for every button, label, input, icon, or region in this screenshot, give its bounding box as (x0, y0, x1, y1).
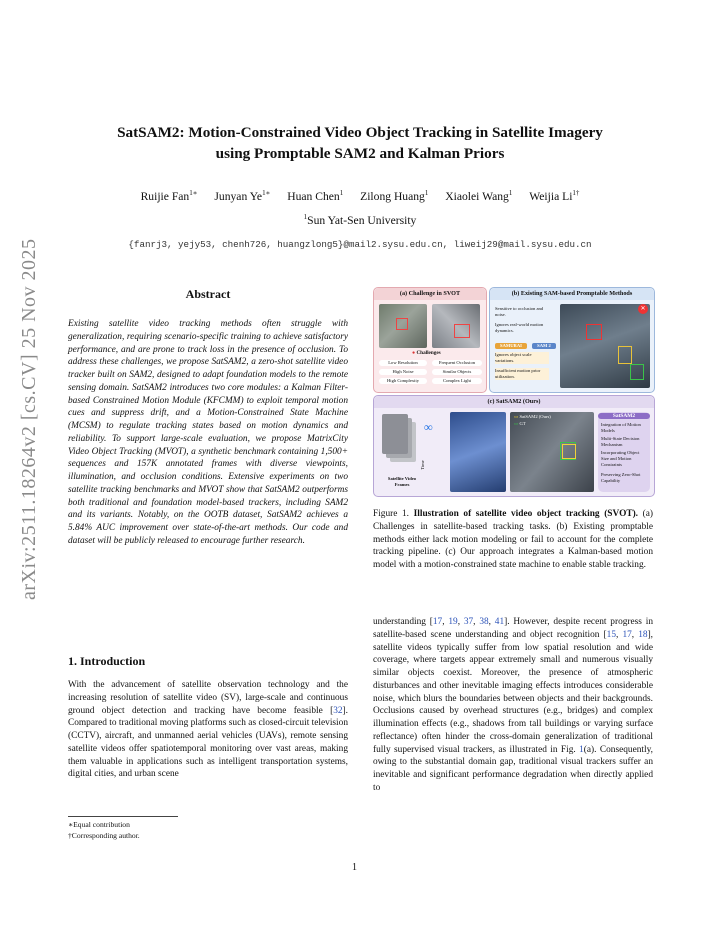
author: Huan Chen$^1$ (287, 189, 344, 203)
title-line-1: SatSAM2: Motion-Constrained Video Object Tracking in Satellite Imagery (117, 124, 603, 141)
challenge-item: Complex Light (432, 378, 482, 384)
satsam2-feature-sidebar (598, 412, 650, 492)
method-issue: Ignores real-world motion dynamics. (495, 322, 544, 333)
panel-b-existing-methods (489, 287, 655, 393)
author: Junyan $Ye^{1∗}$ (214, 189, 271, 203)
author-list (60, 190, 660, 203)
challenge-item: Similar Objects (432, 369, 482, 375)
panel-c-satsam2 (373, 395, 655, 497)
video-frame-stack (382, 414, 408, 454)
method-issue: Ignores object scale variations. (495, 352, 549, 364)
occlusion-box (396, 318, 408, 330)
panel-b-title: (b) Existing SAM-based Promptable Methods (490, 288, 654, 300)
sidebar-title: SatSAM2 (598, 413, 650, 419)
citation-link[interactable]: 41 (494, 617, 505, 627)
title-line-2: using Promptable SAM2 and Kalman Priors (215, 145, 505, 162)
time-axis-label: Time (419, 460, 425, 470)
arxiv-identifier: arXiv:2511.18264v2 [cs.CV] 25 Nov 2025 (18, 238, 40, 600)
figure-caption: Figure 1. Illustration of satellite video object tracking (SVOT). (a) Challenges in satellite-based tracking tasks. (b) Existing promptable methods either lack motion modeling or fail to account for the complete tracking pipeline. (c) Our approach integrates a Kalman-based motion model with a motion-constrained state machine to enable stable tracking. (373, 509, 653, 570)
challenges-label: ● Challenges (412, 350, 441, 356)
author: Weijia $Li^{1\dagger}$ (529, 189, 580, 203)
frames-label: Satellite Video Frames (387, 476, 417, 487)
footnote-divider (68, 816, 178, 817)
tracking-box (618, 346, 632, 364)
introduction-continued: understanding [17, 19, 37, 38, 41]. However, despite recent progress in satellite-based scene understanding and object recognition [15, 17, 18], satellite videos typically suffer from low spatial resolution and wide coverage, where targets appear extremely small and numerous visually similar objects coexist. Moreover, the presence of atmospheric disturbances and other inevitable imaging effects introduces considerable noise, which blurs the boundaries between objects and their backgrounds. Occlusions caused by overhead structures (e.g., bridges) and complex illumination effects (e.g., shadows from tall buildings or varying surface reflectance) often hinder the cross-domain generalization of traditional fully supervised visual trackers, as illustrated in Fig. 1(a). Consequently, owing to the substantial domain gap, traditional visual trackers suffer an inevitable and significant performance degradation when directly applied to (373, 617, 654, 793)
challenge-item: High Noise (379, 369, 427, 375)
challenge-item: Low Resolution (379, 360, 427, 366)
citation-link[interactable]: 18 (638, 629, 648, 640)
kalman-track-visual (450, 412, 506, 492)
introduction-heading: 1. Introduction (68, 654, 146, 668)
author: Xiaolei Wang$^1$ (445, 189, 513, 203)
feature-item: Multi-State Decision Mechanism (601, 436, 640, 447)
method-issue: Sensitive to occlusion and noise. (495, 306, 544, 317)
abstract-text: Existing satellite video tracking methods often struggle with generalization, requiring scenario-specific training to achieve satisfactory performance, and are prone to track loss in the presence of occlusion. To address these challenges, we propose SatSAM2, a zero-shot satellite video tracker built on SAM2, designed to adapt foundation models to the remote sensing domain. SatSAM2 introduces two core modules: a Kalman Filter-based Constrained Motion Module (KFCMM) to exploit temporal motion cues and suppress drift, and a Motion-Constrained State Machine (MCSM) to regulate tracking states based on motion dynamics and reliability. To support large-scale evaluation, we propose MatrixCity Video Object Tracking (MVOT), a synthetic benchmark containing 1,500+ sequences and 157K annotated frames with diverse viewpoints, illumination, and occlusion conditions. Extensive experiments on two satellite tracking benchmarks and MVOT show that SatSAM2 outperforms both traditional and foundation model-based trackers, including SAM2 and its variants. Notably, on the OOTB dataset, SatSAM2 achieves a 5.84% AUC improvement over state-of-the-art methods. Our code and dataset will be publicly released to encourage further research. (68, 319, 348, 546)
figure-link[interactable]: 1 (579, 744, 584, 755)
affiliation: $^1$Sun Yat-Sen University (303, 213, 417, 227)
method-tag: SAM 2 (532, 343, 556, 349)
citation-link[interactable]: 32 (333, 705, 343, 716)
tracking-box (586, 324, 602, 340)
author: Zilong Huang$^1$ (360, 189, 429, 203)
legend-entry: ▭ GT (514, 421, 526, 426)
citation-link[interactable]: 17 (622, 629, 632, 640)
citation-link[interactable]: 38 (479, 617, 489, 627)
citation-link[interactable]: 17 (432, 617, 443, 627)
prediction-box (562, 444, 576, 459)
citation-link[interactable]: 19 (448, 617, 458, 627)
email-list[interactable]: {fanrj3, yejy53, chenh726, huangzlong5}@mail2.sysu.edu.cn, liweij29@mail.sysu.edu.cn (128, 239, 592, 250)
feature-item: Preserving Zero-Shot Capability (601, 472, 641, 483)
panel-a-challenges (373, 287, 487, 393)
meta-logo-icon: ∞ (424, 420, 433, 434)
paper-title (60, 122, 660, 164)
footnote-equal-contribution: ∗Equal contribution (68, 820, 130, 829)
footnotes (68, 819, 140, 841)
abstract-heading: Abstract (185, 287, 231, 301)
author: Ruijie Fan$^{1∗}$ (140, 189, 198, 203)
legend-entry: ▭ SatSAM2 (Ours) (514, 414, 551, 419)
warning-icon: ✕ (638, 304, 648, 314)
challenge-item: Frequent Occlusion (432, 360, 482, 366)
method-issue: Insufficient motion prior utilization. (495, 368, 549, 380)
page-number: 1 (352, 862, 357, 873)
footnote-corresponding-author: †Corresponding author. (68, 831, 140, 840)
introduction-paragraph: With the advancement of satellite observation technology and the increasing resolution of satellite video (SV), large-scale and continuous ground object detection and tracking have become feasible [32]. Compared to traditional moving platforms such as closed-circuit television (CCTV), aircraft, and unmanned aerial vehicles (UAVs), remote sensing satellite videos offer spatiotemporal monitoring over vast areas, making them valuable in applications such as intelligent transportation systems, digital cities, and urban scene (68, 680, 348, 780)
occlusion-box (454, 324, 470, 338)
challenge-item: High Complexity (379, 378, 427, 384)
panel-c-title: (c) SatSAM2 (Ours) (374, 396, 654, 408)
method-tag: SAMURAI (495, 343, 527, 349)
feature-item: Incorporating Object Size and Motion Constraints (601, 450, 640, 467)
feature-item: Integration of Motion Models (601, 422, 641, 433)
citation-link[interactable]: 37 (463, 617, 474, 627)
figure-1 (373, 287, 653, 497)
tracking-box (630, 364, 644, 380)
citation-link[interactable]: 15 (606, 629, 616, 640)
panel-a-title: (a) Challenge in SVOT (374, 288, 486, 300)
